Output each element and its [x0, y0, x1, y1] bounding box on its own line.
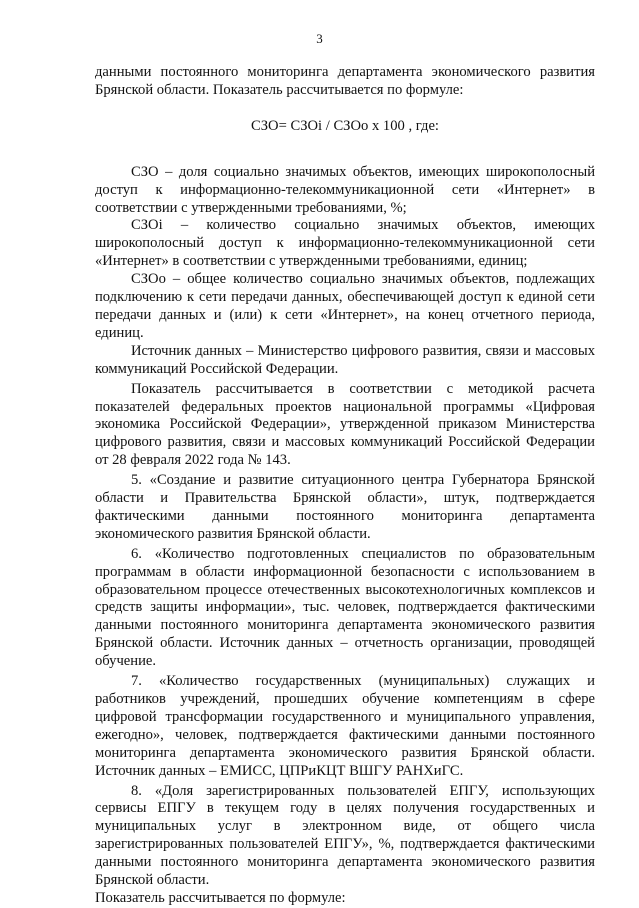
paragraph-item-5: 5. «Создание и развитие ситуационного центра Губернатора Брянской области и Правительства Брянской области», штук, подтверждается фактическими данными постоянного мониторинга департамента экономического развития Брянской области. — [95, 472, 595, 542]
paragraph-szoi-definition: СЗОi – количество социально значимых объектов, имеющих широкополосный доступ к информационно-телекоммуникационной сети «Интернет» в соответствии с утвержденными требованиями, единиц; — [95, 217, 595, 270]
paragraph-data-source: Источник данных – Министерство цифрового развития, связи и массовых коммуникаций Российской Федерации. — [95, 342, 595, 377]
paragraph-szo-definition: СЗО – доля социально значимых объектов, имеющих широкополосный доступ к информационно-телекоммуникационной сети «Интернет» в соответствии с утвержденными требованиями, %; — [95, 163, 595, 216]
paragraph-item-7: 7. «Количество государственных (муниципальных) служащих и работников учреждений, прошедших обучение компетенциям в сфере цифровой трансформации государственного и муниципального управления, ежегодно», человек, подтверждается фактическими данными постоянного мониторинга департамента экономического развития Брянской области. Источник данных – ЕМИСС, ЦПРиКЦТ ВШГУ РАНХиГС. — [95, 673, 595, 779]
paragraph-methodology: Показатель рассчитывается в соответствии с методикой расчета показателей федеральных проектов национальной программы «Цифровая экономика Российской Федерации», утвержденной приказом Министерства цифрового развития, связи и массовых коммуникаций Российской Федерации от 28 февраля 2022 года № 143. — [95, 380, 595, 469]
document-body — [95, 64, 595, 908]
page-number: 3 — [316, 31, 323, 46]
paragraph-item-6: 6. «Количество подготовленных специалистов по образовательным программам в области информационной безопасности с использованием в образовательном процессе отечественных высокотехнологичных комплексов и средств защиты информации», тыс. человек, подтверждается фактическими данными постоянного мониторинга департамента экономического развития Брянской области. Источник данных – отчетность организации, проводящей обучение. — [95, 545, 595, 670]
paragraph-item-8: 8. «Доля зарегистрированных пользователей ЕПГУ, использующих сервисы ЕПГУ в текущем году в целях получения государственных и муниципальных услуг в электронном виде, от общего числа зарегистрированных пользователей ЕПГУ», %, подтверждается фактическими данными постоянного мониторинга департамента экономического развития Брянской области. — [95, 782, 595, 889]
paragraph-intro: данными постоянного мониторинга департамента экономического развития Брянской области. Показатель рассчитывается по формуле: — [95, 64, 595, 98]
formula: СЗО= СЗОi / СЗОо х 100 , где: — [251, 117, 439, 134]
paragraph-szoo-definition: СЗОо – общее количество социально значимых объектов, подлежащих подключению к сети передачи данных, обеспечивающей доступ к единой сети передачи данных и (или) к сети «Интернет», на конец отчетного периода, единиц. — [95, 271, 595, 341]
paragraph-formula-intro: Показатель рассчитывается по формуле: — [95, 889, 346, 906]
